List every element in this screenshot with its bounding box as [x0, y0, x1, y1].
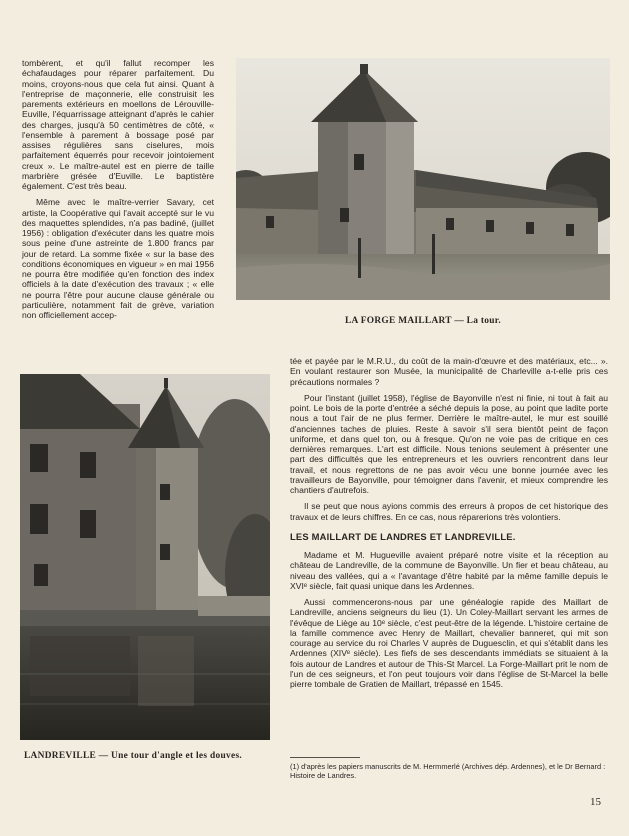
footnote: (1) d'après les papiers manuscrits de M. Hermmerlé (Archives dép. Ardennes), et le Dr Bernard : Histoire de Landres.: [290, 762, 606, 780]
section-heading: LES MAILLART DE LANDRES ET LANDREVILLE.: [290, 530, 516, 542]
paragraph: Madame et M. Hugueville avaient préparé notre visite et la réception au château de Landreville, de la commune de Bayonville. Un fier et beau château, au niveau des vallées, qui a « l'avantage d'être habité par la même famille depuis le XVIᵉ siècle, fait quasi unique dans les Ardennes.: [290, 550, 608, 591]
paragraph: tombèrent, et qu'il fallut recomper les échafaudages pour réparer parfaitement. Du moins, croyons-nous que cela fut ainsi. Quant à l'entreprise de maçonnerie, elle construisit les parements extérieurs en moellons de Lérouville-Euville, l'équarrissage atteignant d'après le cahier des charges, jusqu'à 50 centimètres de côté, « l'ensemble à parement à bossage posé par assises régulières sans ciselures, mois parfaitement équerrés pour recevoir jointoiement creux ». Le maître-autel est en pierre de taille marbrière grésée d'Euville. Le baptistère également. C'est très beau.: [22, 58, 214, 191]
page-number: 15: [590, 796, 601, 808]
left-column-text: [22, 58, 214, 326]
paragraph: tée et payée par le M.R.U., du coût de la main-d'œuvre et des matériaux, etc... ». En voulant restaurer son Musée, la municipalité de Charleville a-t-elle pris ces précautions normales ?: [290, 356, 608, 387]
paragraph: Même avec le maître-verrier Savary, cet artiste, la Coopérative qui l'avait accepté sur le vu des maquettes splendides, n'a pas badiné, (juillet 1956) : obligation d'exécuter dans les quatre mois sous peine d'une astreinte de 1.800 francs par jour de retard. La somme fixée « sur la base des conditions économiques en vigueur » en mai 1956 ne pourra être modifiée qu'en fonction des index officiels à la date d'exécution des travaux ; « elle ne pourra l'être pour aucune clause générale ou particulière, notamment fait de grève, variation non officiellement accep-: [22, 197, 214, 320]
paragraph: Aussi commencerons-nous par une généalogie rapide des Maillart de Landreville, anciens seigneurs du lieu (1). Un Coley-Maillart servant les armes de l'évêque de Liège au 10ᵉ siècle, c'est peut-être de la légende. L'histoire certaine de la famille commence avec Henry de Maillart, chevalier banneret, qui mit son courage au service du roi Charles V auprès de Duguesclin, et qui s'établit dans les Ardennes (XIVᵉ siècle). Les fiefs de ses descendants immédiats se situaient à la fois autour de Landres et autour de This-St Marcel. La Forge-Maillart prit le nom de l'un de ces seigneurs, et l'on peut toujours voir dans l'église de St-Marcel la belle pierre tombale de Gratien de Maillart, trépassé en 1545.: [290, 597, 608, 689]
caption-landreville: LANDREVILLE — Une tour d'angle et les douves.: [24, 751, 243, 761]
caption-forge-maillart: LA FORGE MAILLART — La tour.: [344, 316, 501, 326]
paragraph: Il se peut que nous ayions commis des erreurs à propos de cet historique des travaux et de leurs chiffres. En ce cas, nous réparerions très volontiers.: [290, 501, 608, 522]
paragraph: Pour l'instant (juillet 1958), l'église de Bayonville n'est ni finie, ni tout à fait au point. Le bois de la porte d'entrée a séché depuis la pose, au point que ladite porte nous a tout l'air de ne plus fermer. Derrière le maître-autel, le mur est souillé d'anciennes taches de pluies. Reste à savoir s'il sera bientôt peint de façon uniforme, et dans quel ton, ou à fresque. Qu'on ne voie pas de critique en ces dernières remarques. L'art est difficile. Nous tenions seulement à présenter une part des difficultés que les entrepreneurs et les ouvriers rencontrent dans leur travail, et nous regrettons de ne pas avoir vécu une bonne journée avec les travailleurs de Bayonville, pour témoigner dans l'avenir, et mieux comprendre les chantiers d'autrefois.: [290, 392, 608, 495]
photo-landreville-tower: [20, 374, 270, 740]
photo-forge-maillart-tower: [236, 58, 610, 300]
right-column-text: [290, 356, 608, 695]
footnote-divider: [290, 757, 360, 758]
